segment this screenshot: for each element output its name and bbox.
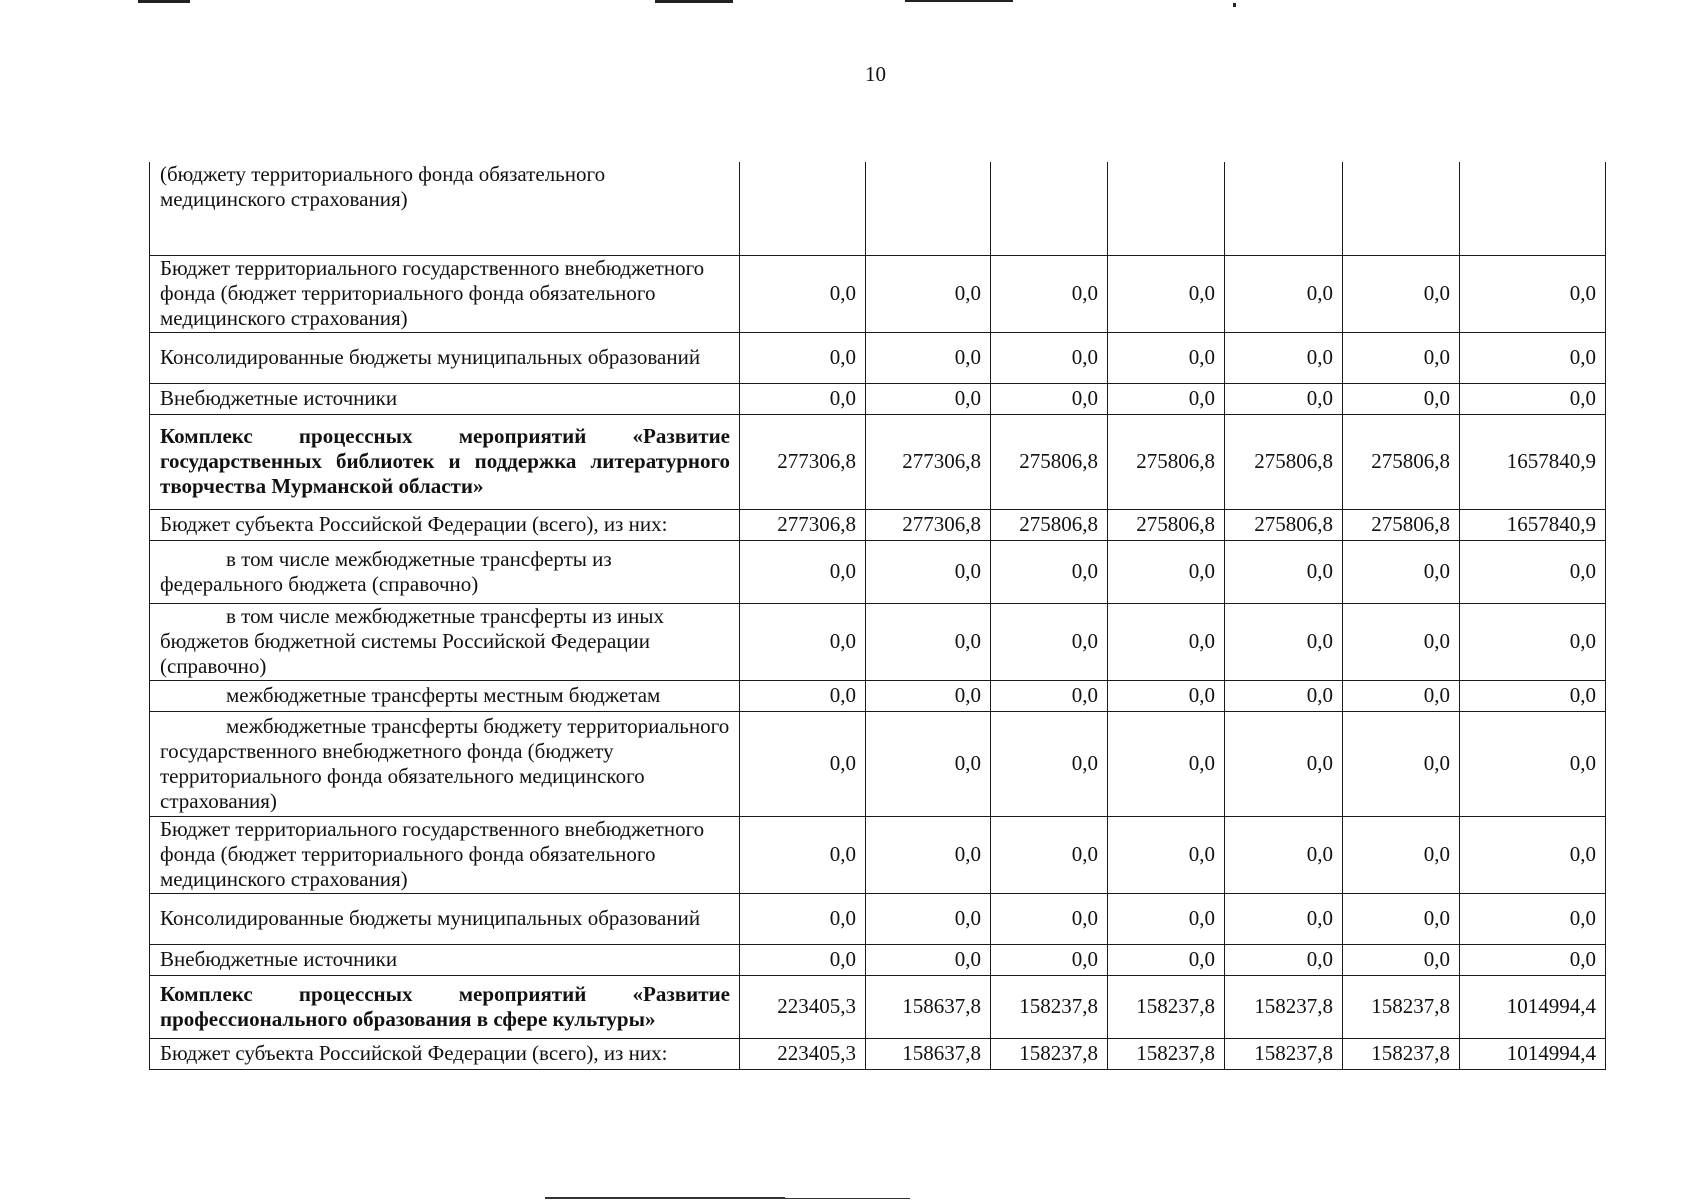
value-cell: 0,0 (866, 680, 991, 711)
value-cell (1343, 162, 1460, 255)
value-cell: 277306,8 (866, 509, 991, 540)
row-label: Консолидированные бюджеты муниципальных образований (150, 332, 740, 383)
table-row (150, 383, 1606, 414)
value-cell: 158237,8 (991, 1038, 1108, 1069)
value-cell: 223405,3 (740, 1038, 866, 1069)
value-cell: 0,0 (991, 944, 1108, 975)
table-row (150, 509, 1606, 540)
value-cell: 0,0 (1225, 255, 1343, 332)
value-cell: 0,0 (1460, 332, 1606, 383)
value-cell: 158237,8 (991, 975, 1108, 1038)
value-cell: 223405,3 (740, 975, 866, 1038)
value-cell: 1657840,9 (1460, 509, 1606, 540)
value-cell: 0,0 (1108, 944, 1225, 975)
value-cell: 0,0 (740, 255, 866, 332)
value-cell: 0,0 (740, 711, 866, 816)
value-cell: 0,0 (1343, 383, 1460, 414)
row-label: Комплекс процессных мероприятий «Развитие профессионального образования в сфере культуры» (150, 975, 740, 1038)
row-label: Комплекс процессных мероприятий «Развитие государственных библиотек и поддержка литературного творчества Мурманской области» (150, 414, 740, 509)
row-label: Внебюджетные источники (150, 944, 740, 975)
value-cell: 0,0 (1108, 603, 1225, 680)
table-row (150, 680, 1606, 711)
value-cell: 0,0 (740, 603, 866, 680)
table-row (150, 414, 1606, 509)
value-cell: 0,0 (1460, 540, 1606, 603)
value-cell: 0,0 (1108, 332, 1225, 383)
value-cell: 0,0 (1225, 603, 1343, 680)
value-cell: 0,0 (991, 540, 1108, 603)
value-cell: 0,0 (1225, 332, 1343, 383)
value-cell: 0,0 (866, 893, 991, 944)
row-label: Консолидированные бюджеты муниципальных образований (150, 893, 740, 944)
footer-rule (545, 1197, 785, 1199)
value-cell: 277306,8 (866, 414, 991, 509)
row-label: межбюджетные трансферты местным бюджетам (150, 680, 740, 711)
value-cell: 158237,8 (1343, 975, 1460, 1038)
row-label: Бюджет субъекта Российской Федерации (всего), из них: (150, 509, 740, 540)
value-cell: 0,0 (866, 255, 991, 332)
value-cell: 0,0 (1225, 680, 1343, 711)
value-cell: 0,0 (1343, 540, 1460, 603)
value-cell: 0,0 (1343, 711, 1460, 816)
row-label: Бюджет субъекта Российской Федерации (всего), из них: (150, 1038, 740, 1069)
value-cell: 0,0 (740, 816, 866, 893)
value-cell: 0,0 (1343, 680, 1460, 711)
value-cell: 0,0 (991, 603, 1108, 680)
value-cell: 158237,8 (1108, 1038, 1225, 1069)
value-cell: 0,0 (1225, 383, 1343, 414)
value-cell: 0,0 (991, 816, 1108, 893)
value-cell: 158237,8 (1225, 1038, 1343, 1069)
row-label: Бюджет территориального государственного внебюджетного фонда (бюджет территориального фонда обязательного медицинского страхования) (150, 255, 740, 332)
value-cell: 0,0 (991, 255, 1108, 332)
row-label: межбюджетные трансферты бюджету территориального государственного внебюджетного фонда (бюджету территориального фонда обязательного медицинского страхования) (150, 711, 740, 816)
table-row (150, 540, 1606, 603)
value-cell (991, 162, 1108, 255)
value-cell: 0,0 (1460, 680, 1606, 711)
value-cell: 158637,8 (866, 1038, 991, 1069)
value-cell: 0,0 (740, 893, 866, 944)
row-label: (бюджету территориального фонда обязательного медицинского страхования) (150, 162, 740, 255)
value-cell: 0,0 (866, 603, 991, 680)
value-cell: 0,0 (1108, 540, 1225, 603)
table-row (150, 711, 1606, 816)
value-cell: 0,0 (866, 711, 991, 816)
value-cell: 275806,8 (1108, 414, 1225, 509)
table-row (150, 332, 1606, 383)
value-cell: 275806,8 (1108, 509, 1225, 540)
value-cell: 0,0 (1460, 711, 1606, 816)
page-number: 10 (865, 62, 886, 86)
value-cell: 0,0 (1460, 603, 1606, 680)
value-cell (740, 162, 866, 255)
value-cell: 0,0 (740, 680, 866, 711)
value-cell (1108, 162, 1225, 255)
budget-table-body (150, 162, 1606, 1069)
budget-table (149, 162, 1606, 1070)
value-cell: 0,0 (866, 332, 991, 383)
value-cell: 0,0 (1108, 383, 1225, 414)
value-cell: 158237,8 (1225, 975, 1343, 1038)
value-cell: 277306,8 (740, 509, 866, 540)
row-label: Бюджет территориального государственного внебюджетного фонда (бюджет территориального фонда обязательного медицинского страхования) (150, 816, 740, 893)
value-cell: 0,0 (1225, 944, 1343, 975)
value-cell: 1014994,4 (1460, 975, 1606, 1038)
value-cell: 0,0 (1460, 893, 1606, 944)
value-cell: 0,0 (866, 383, 991, 414)
value-cell: 0,0 (740, 383, 866, 414)
value-cell: 0,0 (740, 944, 866, 975)
value-cell: 275806,8 (991, 414, 1108, 509)
table-row (150, 975, 1606, 1038)
value-cell: 158237,8 (1343, 1038, 1460, 1069)
table-row (150, 944, 1606, 975)
row-label: Внебюджетные источники (150, 383, 740, 414)
value-cell: 277306,8 (740, 414, 866, 509)
table-row (150, 816, 1606, 893)
value-cell: 0,0 (1343, 255, 1460, 332)
footer-rule (780, 1198, 910, 1199)
value-cell: 0,0 (1225, 816, 1343, 893)
table-row (150, 255, 1606, 332)
value-cell: 275806,8 (1225, 509, 1343, 540)
value-cell (1460, 162, 1606, 255)
scan-artifact (655, 0, 733, 3)
scan-artifact (905, 0, 1013, 2)
value-cell: 0,0 (866, 944, 991, 975)
value-cell: 0,0 (1108, 711, 1225, 816)
value-cell (866, 162, 991, 255)
table-row (150, 893, 1606, 944)
value-cell: 0,0 (991, 893, 1108, 944)
value-cell: 0,0 (991, 711, 1108, 816)
value-cell: 275806,8 (1225, 414, 1343, 509)
value-cell: 1014994,4 (1460, 1038, 1606, 1069)
value-cell: 0,0 (991, 332, 1108, 383)
value-cell: 0,0 (1343, 944, 1460, 975)
value-cell (1225, 162, 1343, 255)
value-cell: 0,0 (991, 680, 1108, 711)
value-cell: 0,0 (1460, 383, 1606, 414)
value-cell: 1657840,9 (1460, 414, 1606, 509)
table-row (150, 1038, 1606, 1069)
value-cell: 0,0 (1225, 711, 1343, 816)
value-cell: 0,0 (1460, 816, 1606, 893)
value-cell: 0,0 (740, 540, 866, 603)
value-cell: 0,0 (1108, 680, 1225, 711)
table-row (150, 162, 1606, 255)
value-cell: 0,0 (1108, 816, 1225, 893)
value-cell: 275806,8 (1343, 509, 1460, 540)
row-label: в том числе межбюджетные трансферты из федерального бюджета (справочно) (150, 540, 740, 603)
value-cell: 0,0 (1225, 893, 1343, 944)
value-cell: 0,0 (866, 816, 991, 893)
scan-artifact (138, 0, 190, 3)
value-cell: 0,0 (1460, 944, 1606, 975)
value-cell: 158637,8 (866, 975, 991, 1038)
table-row (150, 603, 1606, 680)
value-cell: 0,0 (1225, 540, 1343, 603)
value-cell: 0,0 (740, 332, 866, 383)
value-cell: 0,0 (1343, 332, 1460, 383)
value-cell: 0,0 (1108, 255, 1225, 332)
row-label: в том числе межбюджетные трансферты из иных бюджетов бюджетной системы Российской Федерации (справочно) (150, 603, 740, 680)
value-cell: 0,0 (1108, 893, 1225, 944)
value-cell: 0,0 (866, 540, 991, 603)
value-cell: 158237,8 (1108, 975, 1225, 1038)
scan-artifact (1233, 3, 1236, 7)
value-cell: 0,0 (1343, 603, 1460, 680)
value-cell: 0,0 (1343, 893, 1460, 944)
value-cell: 275806,8 (991, 509, 1108, 540)
value-cell: 0,0 (1460, 255, 1606, 332)
value-cell: 0,0 (991, 383, 1108, 414)
value-cell: 0,0 (1343, 816, 1460, 893)
value-cell: 275806,8 (1343, 414, 1460, 509)
